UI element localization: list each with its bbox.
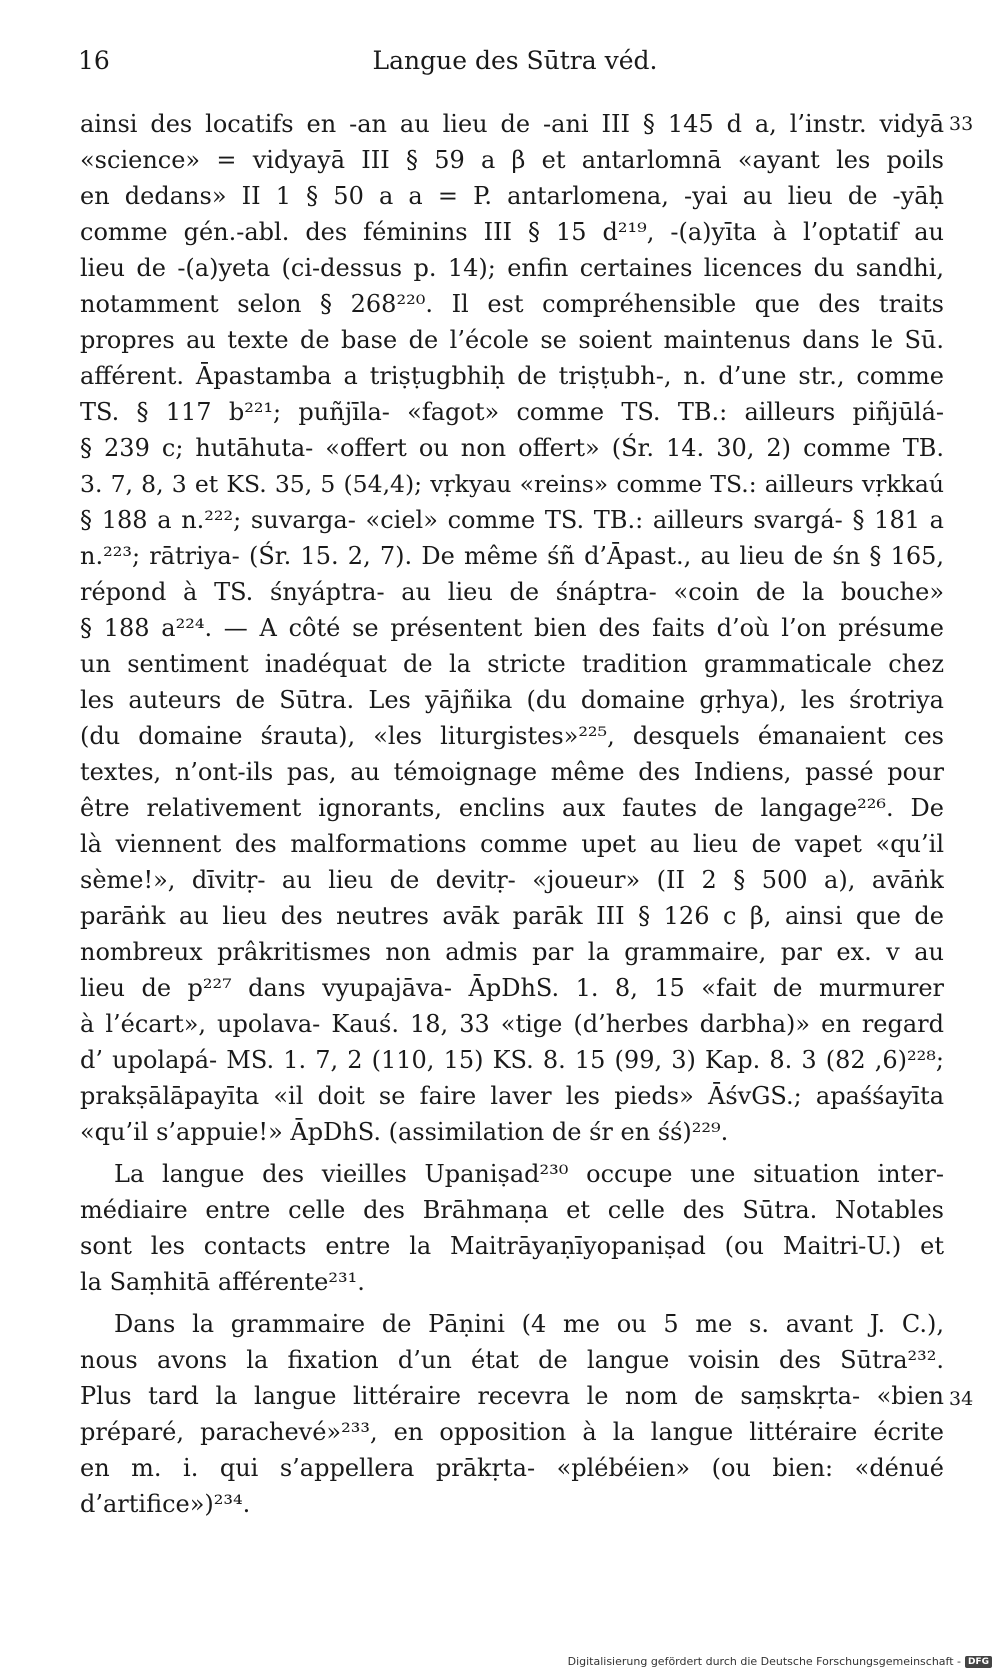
paragraph bbox=[80, 1156, 944, 1300]
margin-number-33: 33 bbox=[949, 113, 974, 135]
text-line: nombreux prâkritismes non admis par la grammaire, par ex. v au bbox=[80, 938, 944, 966]
text-line: en dedans» II 1 § 50 a a = P. antarlomena, -yai au lieu de -yāḥ bbox=[80, 182, 944, 210]
text-line: à l’écart», upolava- Kauś. 18, 33 «tige (d’herbes darbha)» en regard bbox=[80, 1010, 944, 1038]
text-line: «science» = vidyayā III § 59 a β et antarlomnā «ayant les poils bbox=[80, 146, 944, 174]
text-line: TS. § 117 b²²¹; puñjīla- «fagot» comme TS. TB.: ailleurs piñjūlá- bbox=[80, 398, 944, 426]
text-line: lieu de p²²⁷ dans vyupajāva- ĀpDhS. 1. 8, 15 «fait de murmurer bbox=[80, 974, 944, 1002]
text-line: répond à TS. śnyáptra- au lieu de śnáptra- «coin de la bouche» bbox=[80, 578, 944, 606]
text-line: notamment selon § 268²²⁰. Il est compréhensible que des traits bbox=[80, 290, 944, 318]
paragraph bbox=[80, 106, 944, 1150]
text-line: la Saṃhitā afférente²³¹. bbox=[80, 1268, 365, 1296]
text-line: en m. i. qui s’appellera prākṛta- «plébéien» (ou bien: «dénué bbox=[80, 1454, 944, 1482]
digitization-footer bbox=[568, 1655, 992, 1668]
text-line: sème!», dīvitṛ- au lieu de devitṛ- «joueur» (II 2 § 500 a), avāṅk bbox=[80, 866, 944, 894]
page-number: 16 bbox=[78, 46, 110, 75]
text-line: La langue des vieilles Upaniṣad²³⁰ occupe une situation inter- bbox=[114, 1160, 944, 1188]
text-line: là viennent des malformations comme upet au lieu de vapet «qu’il bbox=[80, 830, 944, 858]
text-line: Plus tard la langue littéraire recevra le nom de saṃskṛta- «bien bbox=[80, 1382, 944, 1410]
text-line: parāṅk au lieu des neutres avāk parāk III § 126 c β, ainsi que de bbox=[80, 902, 944, 930]
text-line: § 188 a²²⁴. — A côté se présentent bien des faits d’où l’on présume bbox=[80, 614, 944, 642]
text-line: sont les contacts entre la Maitrāyaṇīyopaniṣad (ou Maitri-U.) et bbox=[80, 1232, 944, 1260]
paragraph bbox=[80, 1306, 944, 1522]
text-line: (du domaine śrauta), «les liturgistes»²²⁵, desquels émanaient ces bbox=[80, 722, 944, 750]
page-header bbox=[0, 40, 1000, 80]
text-line: comme gén.-abl. des féminins III § 15 d²¹⁹, -(a)yīta à l’optatif au bbox=[80, 218, 944, 246]
text-line: 3. 7, 8, 3 et KS. 35, 5 (54,4); vṛkyau «reins» comme TS.: ailleurs vṛkkaú bbox=[80, 470, 944, 498]
footer-text: Digitalisierung gefördert durch die Deutsche Forschungsgemeinschaft - bbox=[567, 1655, 961, 1668]
text-line: d’ upolapá- MS. 1. 7, 2 (110, 15) KS. 8. 15 (99, 3) Kap. 8. 3 (82 ,6)²²⁸; bbox=[80, 1046, 944, 1074]
text-line: un sentiment inadéquat de la stricte tradition grammaticale chez bbox=[80, 650, 944, 678]
text-line: d’artifice»)²³⁴. bbox=[80, 1490, 251, 1518]
text-line: ainsi des locatifs en -an au lieu de -ani III § 145 d a, l’instr. vidyā bbox=[80, 110, 944, 138]
text-line: Dans la grammaire de Pāṇini (4 me ou 5 me s. avant J. C.), bbox=[114, 1310, 944, 1338]
margin-number-34: 34 bbox=[949, 1388, 974, 1410]
text-line: être relativement ignorants, enclins aux fautes de langage²²⁶. De bbox=[80, 794, 944, 822]
running-title: Langue des Sūtra véd. bbox=[372, 46, 658, 75]
text-line: nous avons la fixation d’un état de langue voisin des Sūtra²³². bbox=[80, 1346, 944, 1374]
text-line: § 188 a n.²²²; suvarga- «ciel» comme TS. TB.: ailleurs svargá- § 181 a bbox=[80, 506, 944, 534]
text-line: textes, n’ont-ils pas, au témoignage même des Indiens, passé pour bbox=[80, 758, 944, 786]
text-line: médiaire entre celle des Brāhmaṇa et celle des Sūtra. Notables bbox=[80, 1196, 944, 1224]
text-line: les auteurs de Sūtra. Les yājñika (du domaine gṛhya), les śrotriya bbox=[80, 686, 944, 714]
text-line: afférent. Āpastamba a triṣṭugbhiḥ de triṣṭubh-, n. d’une str., comme bbox=[80, 362, 944, 390]
text-line: «qu’il s’appuie!» ĀpDhS. (assimilation de śr en śś)²²⁹. bbox=[80, 1118, 729, 1146]
text-line: prakṣālāpayīta «il doit se faire laver les pieds» ĀśvGS.; apaśśayīta bbox=[80, 1082, 944, 1110]
text-line: préparé, parachevé»²³³, en opposition à la langue littéraire écrite bbox=[80, 1418, 944, 1446]
body-text bbox=[80, 106, 944, 1522]
dfg-logo: DFG bbox=[965, 1656, 992, 1668]
text-line: § 239 c; hutāhuta- «offert ou non offert» (Śr. 14. 30, 2) comme TB. bbox=[80, 434, 944, 462]
text-line: n.²²³; rātriya- (Śr. 15. 2, 7). De même śñ d’Āpast., au lieu de śn § 165, bbox=[80, 542, 944, 570]
text-line: propres au texte de base de l’école se soient maintenus dans le Sū. bbox=[80, 326, 944, 354]
text-line: lieu de -(a)yeta (ci-dessus p. 14); enfin certaines licences du sandhi, bbox=[80, 254, 944, 282]
